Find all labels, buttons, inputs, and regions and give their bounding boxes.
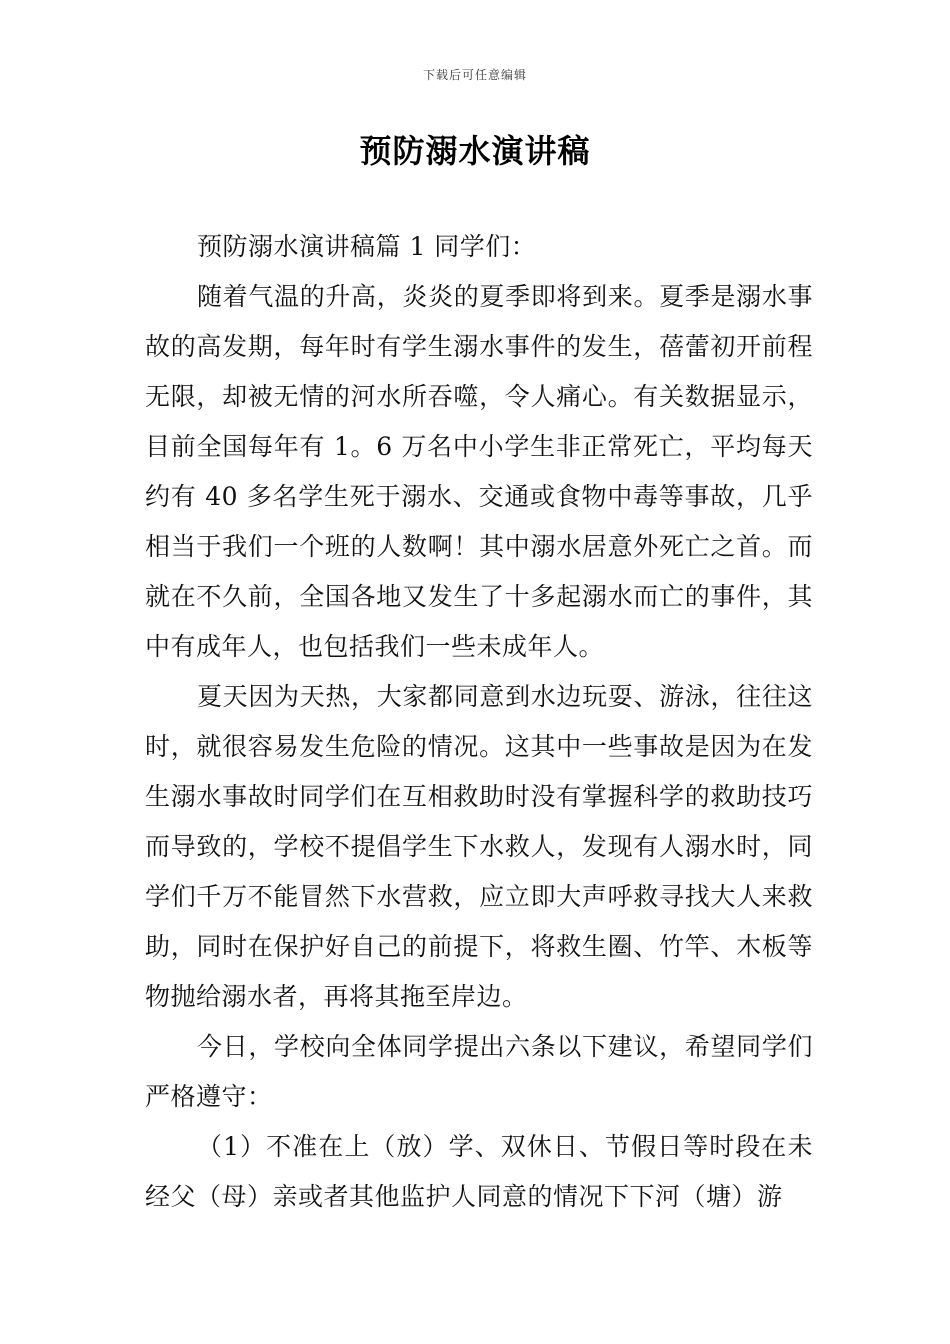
paragraph-rescue-advice: 夏天因为天热，大家都同意到水边玩耍、游泳，往往这时，就很容易发生危险的情况。这其中一些事故是因为在发生溺水事故时同学们在互相救助时没有掌握科学的救助技巧而导致的，学校不提倡学生下水救人，发现有人溺水时，同学们千万不能冒然下水营救，应立即大声呼救寻找大人来救助，同时在保护好自己的前提下，将救生圈、竹竿、木板等物抛给溺水者，再将其拖至岸边。 (145, 682, 813, 1011)
paragraph-school-suggestions: 今日，学校向全体同学提出六条以下建议，希望同学们严格遵守： (145, 1032, 813, 1111)
paragraph-summer-drowning: 随着气温的升高，炎炎的夏季即将到来。夏季是溺水事故的高发期，每年时有学生溺水事件的发生，蓓蕾初开前程无限，却被无情的河水所吞噬，令人痛心。有关数据显示，目前全国每年有 1。6 万名中小学生非正常死亡，平均每天约有 40 多名学生死于溺水、交通或食物中毒等事故，几乎相当于我们一个班的人数啊！其中溺水居意外死亡之首。而就在不久前，全国各地又发生了十多起溺水而亡的事件，其中有成年人，也包括我们一些未成年人。 (145, 282, 813, 661)
paragraph-rule-1: （1）不准在上（放）学、双休日、节假日等时段在未经父（母）亲或者其他监护人同意的情况下下河（塘）游 (145, 1132, 813, 1211)
document-title: 预防溺水演讲稿 (359, 132, 591, 170)
document-body (145, 222, 813, 1222)
header-note: 下载后可任意编辑 (422, 68, 527, 82)
paragraph-intro: 预防溺水演讲稿篇 1 同学们： (197, 232, 537, 261)
